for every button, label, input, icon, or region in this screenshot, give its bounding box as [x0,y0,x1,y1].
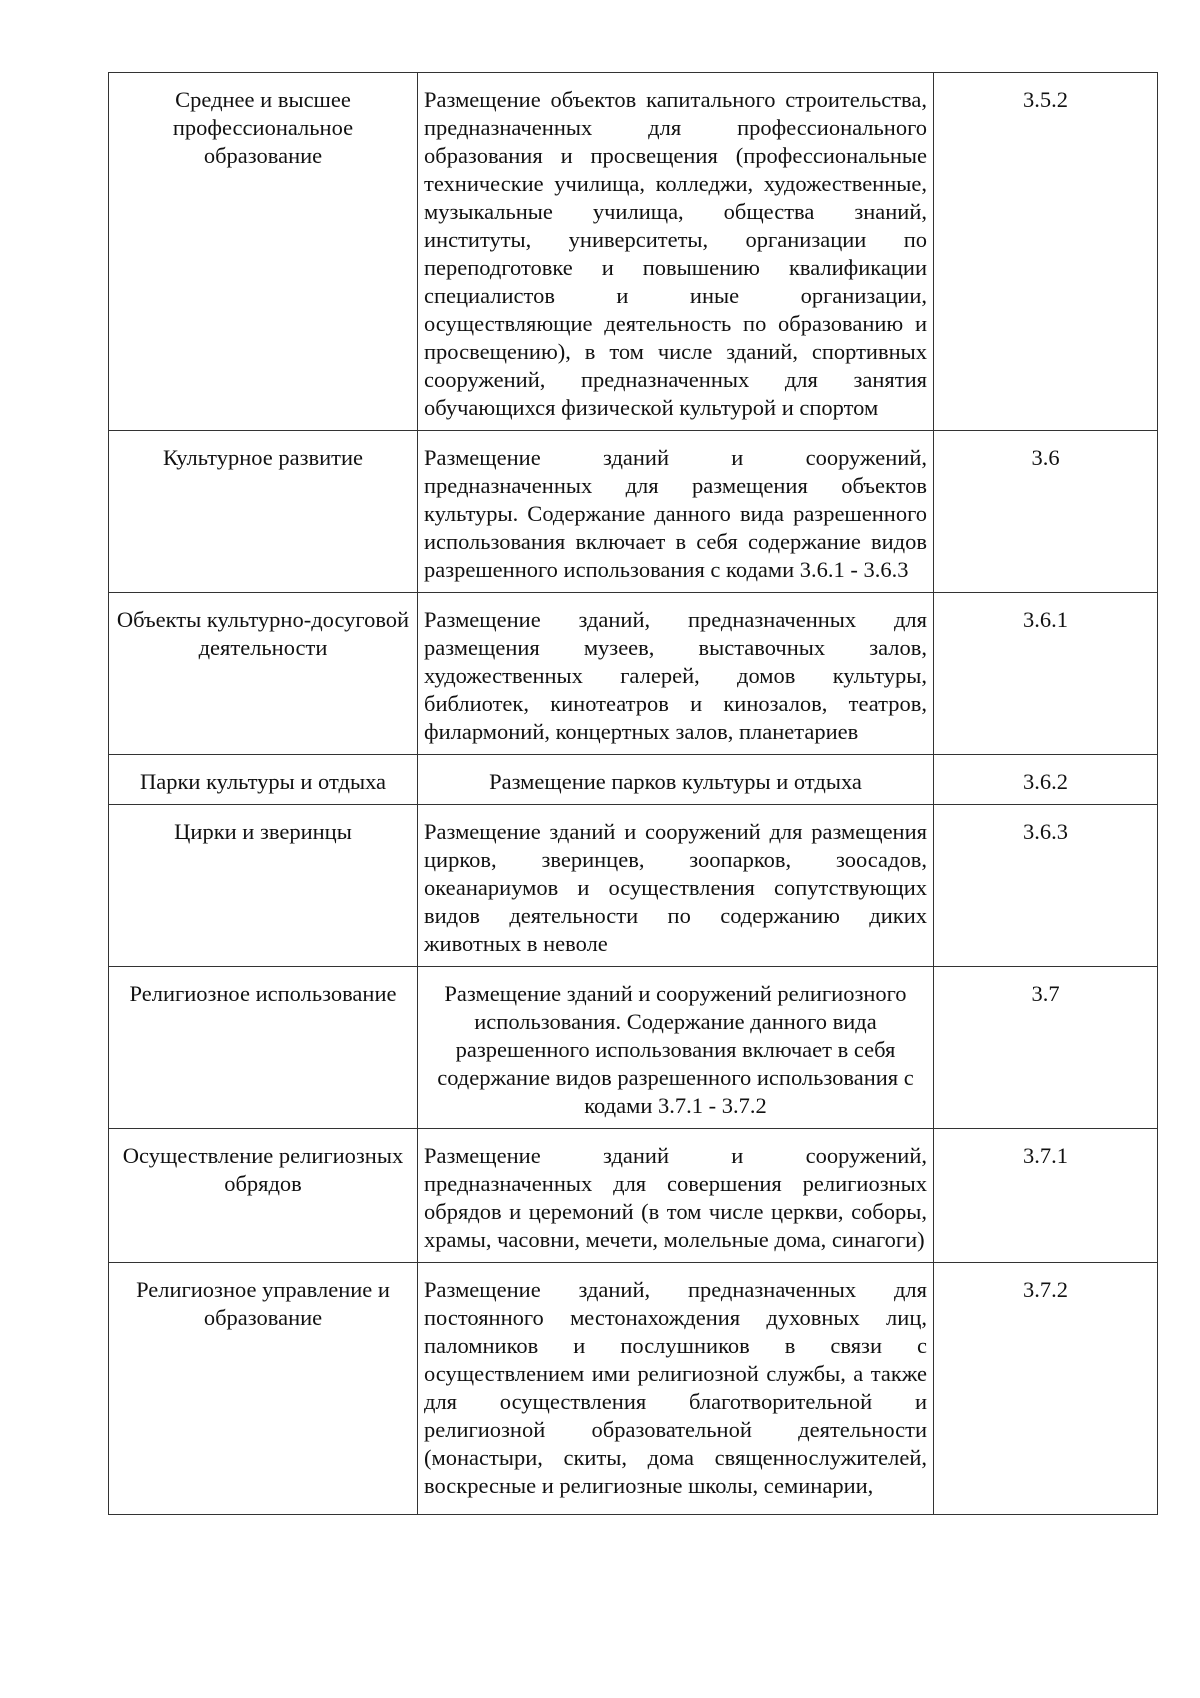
use-type-code: 3.6.3 [934,805,1158,967]
use-type-name: Среднее и высшее профессиональное образование [109,73,418,431]
use-type-description: Размещение зданий, предназначенных для размещения музеев, выставочных залов, художественных галерей, домов культуры, библиотек, кинотеатров и кинозалов, театров, филармоний, концертных залов, планетариев [418,593,934,755]
table-row [109,1129,1158,1263]
table-row [109,73,1158,431]
document-page [108,72,1157,1515]
use-type-name: Осуществление религиозных обрядов [109,1129,418,1263]
table-row [109,805,1158,967]
use-type-name: Религиозное использование [109,967,418,1129]
use-type-code: 3.7.1 [934,1129,1158,1263]
use-type-code: 3.5.2 [934,73,1158,431]
use-type-description: Размещение зданий и сооружений, предназначенных для размещения объектов культуры. Содержание данного вида разрешенного использования включает в себя содержание видов разрешенного использования с кодами 3.6.1 - 3.6.3 [418,431,934,593]
use-type-name: Парки культуры и отдыха [109,755,418,805]
use-type-description: Размещение зданий и сооружений, предназначенных для совершения религиозных обрядов и церемоний (в том числе церкви, соборы, храмы, часовни, мечети, молельные дома, синагоги) [418,1129,934,1263]
use-type-description: Размещение зданий, предназначенных для постоянного местонахождения духовных лиц, паломников и послушников в связи с осуществлением ими религиозной службы, а также для осуществления благотворительной и религиозной образовательной деятельности (монастыри, скиты, дома священнослужителей, воскресные и религиозные школы, семинарии, [418,1263,934,1515]
table-row [109,1263,1158,1515]
use-type-name: Религиозное управление и образование [109,1263,418,1515]
use-type-description: Размещение зданий и сооружений для размещения цирков, зверинцев, зоопарков, зоосадов, океанариумов и осуществления сопутствующих видов деятельности по содержанию диких животных в неволе [418,805,934,967]
use-type-description: Размещение объектов капитального строительства, предназначенных для профессионального образования и просвещения (профессиональные технические училища, колледжи, художественные, музыкальные училища, общества знаний, институты, университеты, организации по переподготовке и повышению квалификации специалистов и иные организации, осуществляющие деятельность по образованию и просвещению), в том числе зданий, спортивных сооружений, предназначенных для занятия обучающихся физической культурой и спортом [418,73,934,431]
land-use-table [108,72,1158,1515]
use-type-name: Культурное развитие [109,431,418,593]
table-row [109,593,1158,755]
use-type-code: 3.6.2 [934,755,1158,805]
use-type-name: Цирки и зверинцы [109,805,418,967]
use-type-code: 3.7 [934,967,1158,1129]
table-row [109,967,1158,1129]
use-type-description: Размещение парков культуры и отдыха [418,755,934,805]
use-type-code: 3.7.2 [934,1263,1158,1515]
use-type-code: 3.6 [934,431,1158,593]
table-row [109,755,1158,805]
table-row [109,431,1158,593]
use-type-code: 3.6.1 [934,593,1158,755]
use-type-description: Размещение зданий и сооружений религиозного использования. Содержание данного вида разрешенного использования включает в себя содержание видов разрешенного использования с кодами 3.7.1 - 3.7.2 [418,967,934,1129]
use-type-name: Объекты культурно-досуговой деятельности [109,593,418,755]
